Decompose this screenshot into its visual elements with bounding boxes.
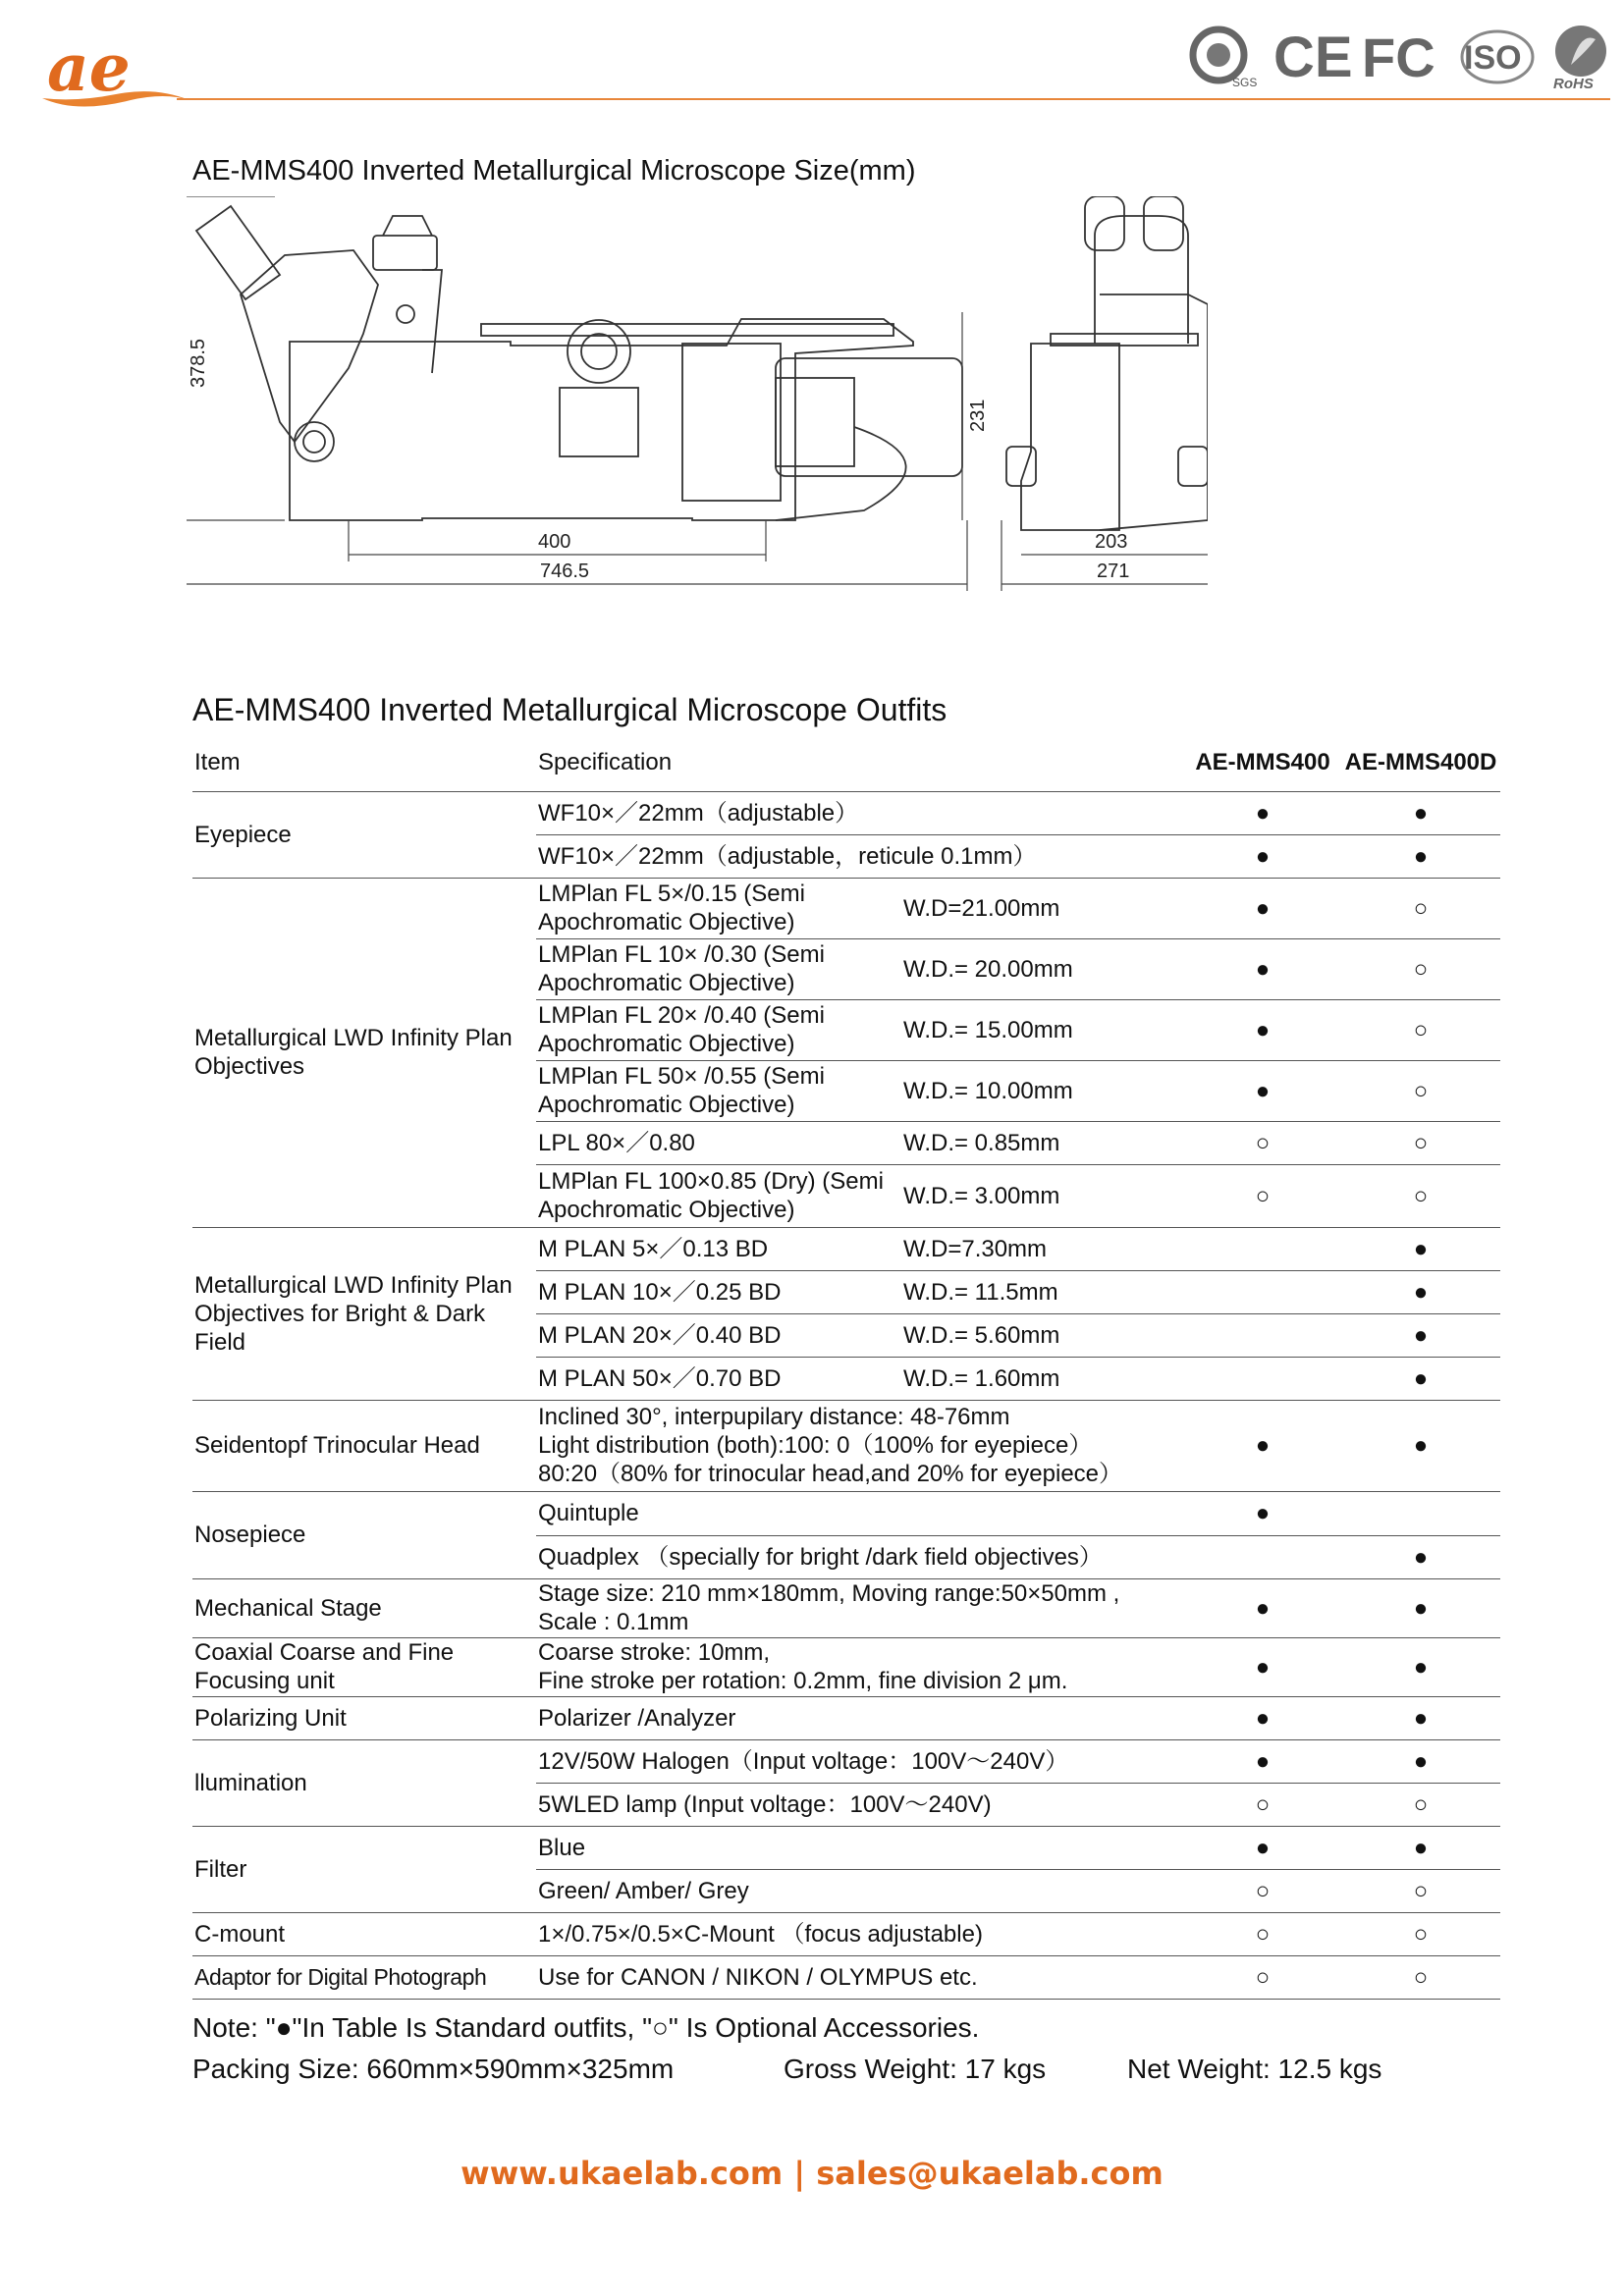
spec-line: Coarse stroke: 10mm, [538,1639,771,1666]
table-row [192,1227,1500,1270]
table-row [192,1696,1500,1739]
packing-size: Packing Size: 660mm×590mm×325mm [192,2054,675,2084]
row-item-nosepiece: Nosepiece [192,1491,536,1578]
table-row [192,1491,1500,1535]
wd-cell: W.D=21.00mm [901,878,1184,938]
mark-b: ○ [1341,1060,1500,1121]
mark-b: ● [1341,791,1500,834]
spec-line: Inclined 30°, interpupilary distance: 48-76mm [538,1404,1010,1430]
table-row [192,1400,1500,1491]
mark-a: ● [1184,1637,1341,1696]
row-item-polarizing: Polarizing Unit [192,1696,536,1739]
sgs-icon [1183,22,1272,90]
spec-cell: LPL 80×／0.80 [536,1121,901,1164]
mark-b: ● [1341,1826,1500,1869]
mark-a: ● [1184,834,1341,878]
outfits-section-title: AE-MMS400 Inverted Metallurgical Microscope Outfits [192,692,947,727]
dim-front-width: 203 [1095,531,1128,553]
spec-line: Scale : 0.1mm [538,1609,689,1635]
table-row [192,878,1500,938]
mark-b: ○ [1341,1912,1500,1955]
company-logo [37,27,194,116]
spec-cell: Polarizer /Analyzer [536,1696,1184,1739]
spec-line: Fine stroke per rotation: 0.2mm, fine division 2 μm. [538,1668,1068,1694]
page-header [0,0,1624,118]
wd-cell: W.D.= 15.00mm [901,999,1184,1060]
dim-height: 378.5 [188,338,209,388]
legend-note: Note: "●"In Table Is Standard outfits, "○" Is Optional Accessories. [192,2012,980,2043]
wd-cell: W.D.= 20.00mm [901,938,1184,999]
svg-text:ae: ae [47,29,131,106]
item-line: Coaxial Coarse and Fine [194,1639,455,1666]
dim-total-length: 746.5 [540,561,590,582]
header-spec: Specification [536,734,1184,791]
mark-b: ● [1341,1227,1500,1270]
mark-a: ● [1184,1400,1341,1491]
spec-cell: Blue [536,1826,1184,1869]
spec-cell: LMPlan FL 20× /0.40 (Semi Apochromatic Objective) [536,999,901,1060]
spec-cell: 5WLED lamp (Input voltage：100V～240V) [536,1783,1184,1826]
size-section-title: AE-MMS400 Inverted Metallurgical Microscope Size(mm) [192,155,916,187]
mark-b: ○ [1341,1869,1500,1912]
svg-text:FC: FC [1362,27,1435,88]
header-model-a: AE-MMS400 [1184,734,1341,791]
iso-icon [1458,22,1546,90]
spec-cell: 12V/50W Halogen（Input voltage：100V～240V） [536,1739,1184,1783]
spec-cell: 1×/0.75×/0.5×C-Mount （focus adjustable) [536,1912,1184,1955]
spec-cell: LMPlan FL 50× /0.55 (Semi Apochromatic Objective) [536,1060,901,1121]
spec-cell: M PLAN 5×／0.13 BD [536,1227,901,1270]
wd-cell: W.D.= 3.00mm [901,1164,1184,1227]
header-divider [177,98,1610,100]
mark-b: ● [1341,1535,1500,1578]
mark-b [1341,1491,1500,1535]
row-item-stage: Mechanical Stage [192,1578,536,1637]
mark-a: ● [1184,1696,1341,1739]
dim-base-width: 400 [538,531,571,553]
spec-cell: M PLAN 20×／0.40 BD [536,1313,901,1357]
wd-cell: W.D.= 1.60mm [901,1357,1184,1400]
svg-text:CE: CE [1273,26,1353,89]
spec-cell: M PLAN 10×／0.25 BD [536,1270,901,1313]
mark-a: ○ [1184,1121,1341,1164]
mark-b: ● [1341,1696,1500,1739]
wd-cell: W.D.= 0.85mm [901,1121,1184,1164]
ce-icon [1272,22,1360,90]
spec-cell: LMPlan FL 5×/0.15 (Semi Apochromatic Objective) [536,878,901,938]
wd-cell: W.D.= 5.60mm [901,1313,1184,1357]
gross-weight: Gross Weight: 17 kgs [784,2054,1047,2084]
mark-b: ○ [1341,1164,1500,1227]
mark-b: ○ [1341,1121,1500,1164]
header-model-b: AE-MMS400D [1341,734,1500,791]
spec-line: Light distribution (both):100: 0（100% for eyepiece） [538,1432,1093,1459]
mark-b: ● [1341,1578,1500,1637]
mark-a: ● [1184,878,1341,938]
wd-cell: W.D.= 11.5mm [901,1270,1184,1313]
table-row [192,1912,1500,1955]
mark-a: ● [1184,1826,1341,1869]
mark-b: ● [1341,1270,1500,1313]
footer-contact[interactable]: www.ukaelab.com | sales@ukaelab.com [460,2155,1164,2192]
mark-b: ● [1341,1637,1500,1696]
mark-a: ○ [1184,1783,1341,1826]
svg-text:RoHS: RoHS [1553,76,1594,90]
spec-cell: Quintuple [536,1491,1184,1535]
mark-a: ● [1184,791,1341,834]
table-row [192,791,1500,834]
wd-cell: W.D.= 10.00mm [901,1060,1184,1121]
table-row [192,1739,1500,1783]
rohs-icon [1542,22,1620,90]
mark-a: ● [1184,938,1341,999]
mark-b: ● [1341,1313,1500,1357]
mark-a: ○ [1184,1912,1341,1955]
mark-b: ● [1341,1739,1500,1783]
mark-a: ○ [1184,1869,1341,1912]
svg-text:ISO: ISO [1464,39,1522,77]
row-item-objectives: Metallurgical LWD Infinity Plan Objectives [192,878,536,1227]
mark-b: ○ [1341,938,1500,999]
outfits-table [192,734,1500,2000]
table-row [192,1826,1500,1869]
mark-a [1184,1227,1341,1270]
spec-cell: LMPlan FL 10× /0.30 (Semi Apochromatic Objective) [536,938,901,999]
mark-a [1184,1535,1341,1578]
table-header-row [192,734,1500,791]
mark-a: ● [1184,999,1341,1060]
table-row [192,1578,1500,1637]
fc-icon [1360,22,1458,90]
mark-b: ● [1341,834,1500,878]
wd-cell: W.D=7.30mm [901,1227,1184,1270]
mark-b: ○ [1341,999,1500,1060]
mark-a: ○ [1184,1955,1341,1999]
table-row [192,1955,1500,1999]
row-item-cmount: C-mount [192,1912,536,1955]
spec-cell: WF10×／22mm（adjustable，reticule 0.1mm） [536,834,1184,878]
spec-cell: Green/ Amber/ Grey [536,1869,1184,1912]
row-item-head: Seidentopf Trinocular Head [192,1400,536,1491]
mark-b: ○ [1341,1783,1500,1826]
net-weight: Net Weight: 12.5 kgs [1127,2054,1382,2084]
spec-cell: WF10×／22mm（adjustable） [536,791,1184,834]
mark-a [1184,1270,1341,1313]
spec-cell: LMPlan FL 100×0.85 (Dry) (Semi Apochromatic Objective) [536,1164,901,1227]
mark-a: ● [1184,1491,1341,1535]
mark-a [1184,1313,1341,1357]
row-item-adaptor: Adaptor for Digital Photograph [192,1955,536,1999]
mark-a: ● [1184,1739,1341,1783]
spec-cell [536,1578,1184,1637]
dim-stage-height: 231 [967,399,989,432]
row-item-bd-objectives: Metallurgical LWD Infinity Plan Objectives for Bright & Dark Field [192,1227,536,1400]
mark-b: ○ [1341,1955,1500,1999]
row-item-illumination: llumination [192,1739,536,1826]
spec-cell [536,1400,1184,1491]
mark-a: ● [1184,1578,1341,1637]
spec-line: Stage size: 210 mm×180mm, Moving range:50×50mm , [538,1580,1120,1607]
dimension-drawing [187,196,1208,609]
mark-a [1184,1357,1341,1400]
row-item-filter: Filter [192,1826,536,1912]
dim-front-total: 271 [1097,561,1130,582]
spec-cell: M PLAN 50×／0.70 BD [536,1357,901,1400]
spec-cell [536,1637,1184,1696]
mark-a: ○ [1184,1164,1341,1227]
row-item-focus [192,1637,536,1696]
mark-a: ● [1184,1060,1341,1121]
mark-b: ● [1341,1357,1500,1400]
spec-line: 80:20（80% for trinocular head,and 20% for eyepiece） [538,1461,1123,1487]
svg-text:SGS: SGS [1232,76,1258,89]
mark-b: ● [1341,1400,1500,1491]
spec-cell: Quadplex （specially for bright /dark field objectives） [536,1535,1184,1578]
row-item-eyepiece: Eyepiece [192,791,536,878]
table-row [192,1637,1500,1696]
item-line: Focusing unit [194,1668,335,1694]
spec-cell: Use for CANON / NIKON / OLYMPUS etc. [536,1955,1184,1999]
header-item: Item [192,734,536,791]
mark-b: ○ [1341,878,1500,938]
